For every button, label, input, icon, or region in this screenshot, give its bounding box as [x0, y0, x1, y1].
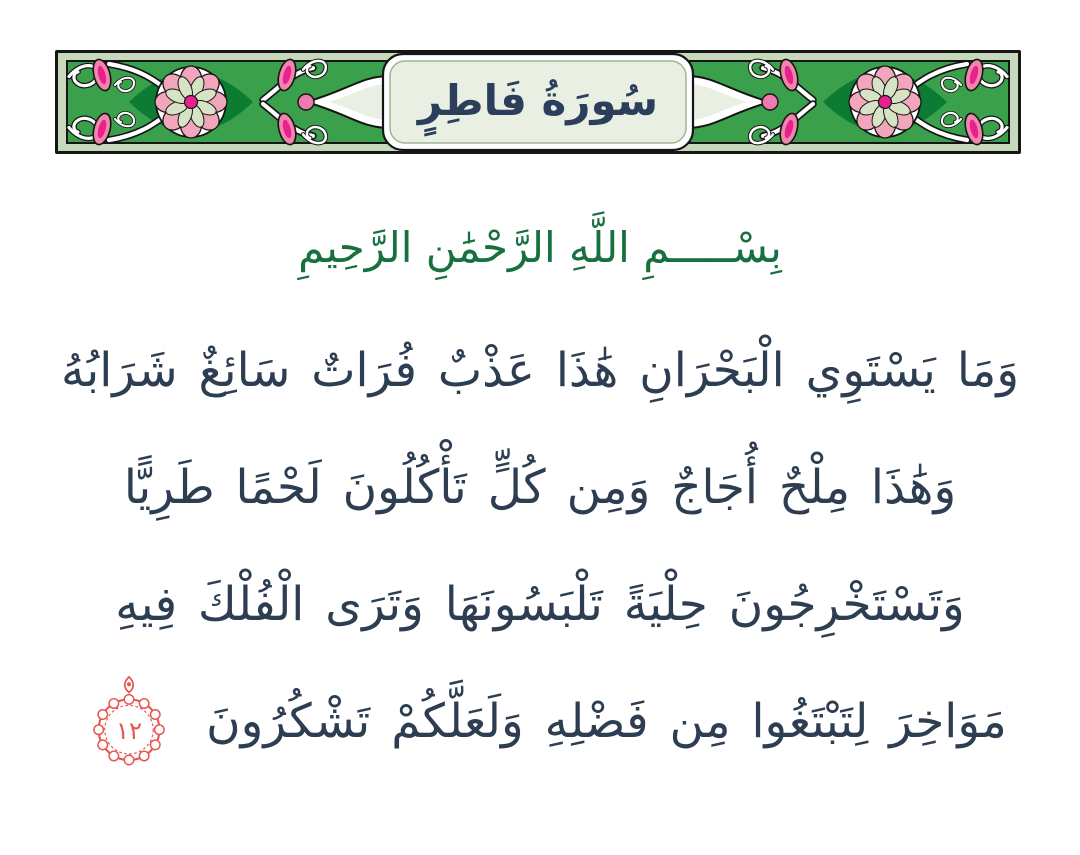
- ayah-number: ١٢: [116, 716, 143, 746]
- ayah-marker-ornament: [85, 676, 173, 773]
- surah-header-band: [55, 50, 1021, 154]
- verse-text-block: [30, 312, 1050, 780]
- cartouche-panel: [390, 61, 686, 143]
- bismillah: بِسْـــــمِ اللَّهِ الرَّحْمَٰنِ الرَّحِيمِ: [298, 223, 782, 272]
- verse-line-2: وَهَٰذَا مِلْحٌ أُجَاجٌ وَمِن كُلٍّ تَأْكُلُونَ لَحْمًا طَرِيًّا: [123, 460, 957, 515]
- header-ornament: [55, 50, 1021, 154]
- surah-title: سُورَةُ فَاطِرٍ: [417, 75, 659, 125]
- verse-line-3: وَتَسْتَخْرِجُونَ حِلْيَةً تَلْبَسُونَهَا وَتَرَى الْفُلْكَ فِيهِ: [115, 577, 965, 632]
- verse-line-4: [30, 663, 1050, 780]
- ayah-end-marker: [85, 676, 173, 773]
- verse-line-4-text: مَوَاخِرَ لِتَبْتَغُوا مِن فَضْلِهِ وَلَعَلَّكُمْ تَشْكُرُونَ: [206, 694, 1007, 749]
- verse-line-1: وَمَا يَسْتَوِي الْبَحْرَانِ هَٰذَا عَذْبٌ فُرَاتٌ سَائِغٌ شَرَابُهُ: [60, 343, 1020, 398]
- left-tip-dot: [298, 94, 314, 110]
- right-tip-dot: [762, 94, 778, 110]
